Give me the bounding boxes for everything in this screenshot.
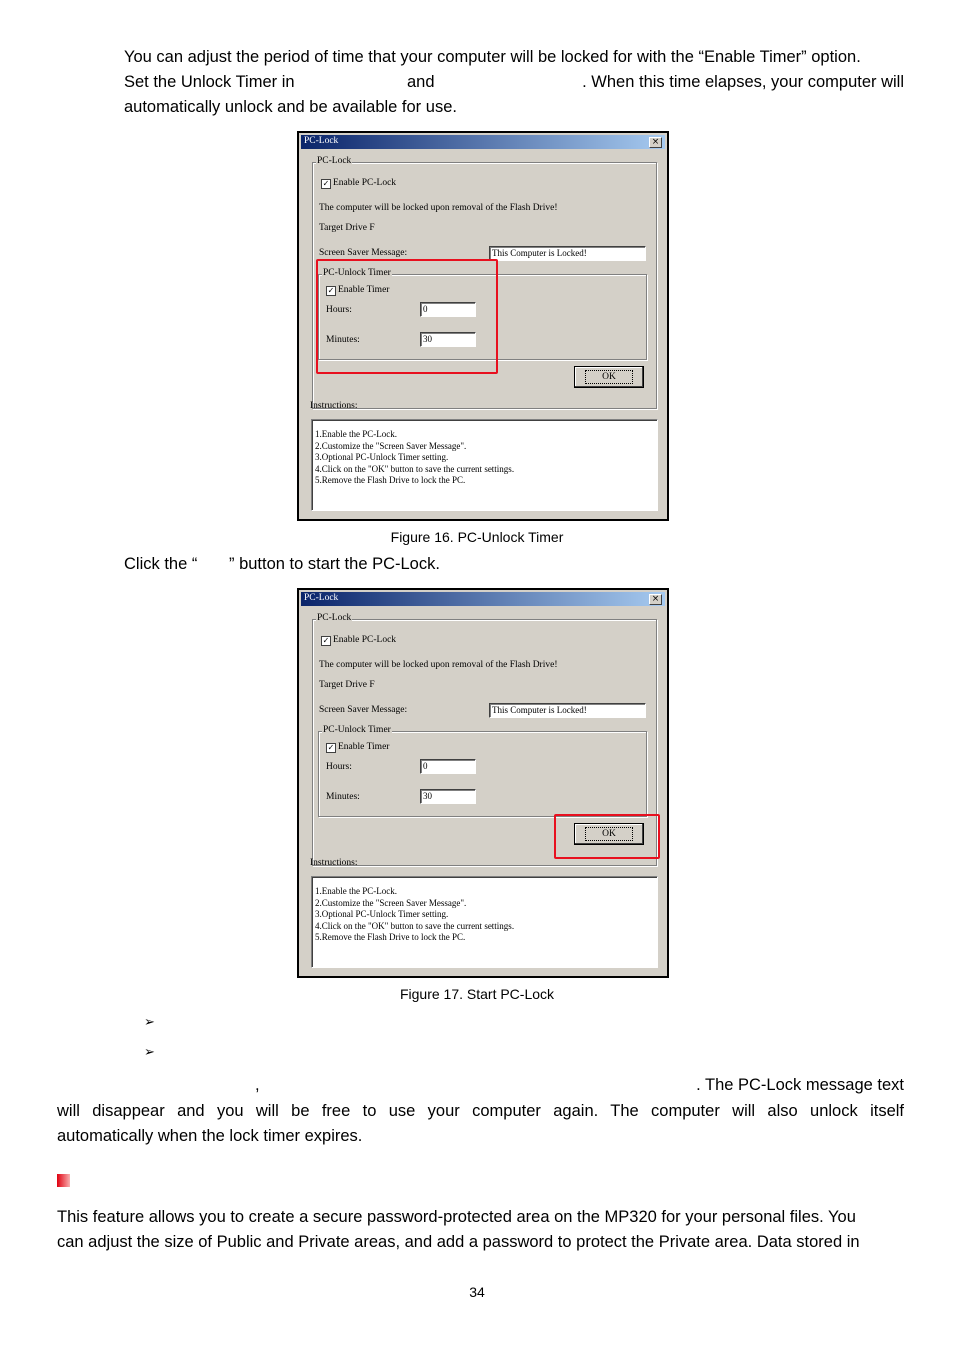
timer-group-label: PC-Unlock Timer: [323, 268, 391, 278]
screen-saver-label: Screen Saver Message:: [319, 248, 408, 258]
pclock-group-label: PC-Lock: [317, 156, 352, 166]
pclock-group-label: PC-Lock: [317, 613, 352, 623]
hours-label: Hours:: [326, 305, 352, 315]
pclock-dialog-fig16: [297, 131, 669, 521]
bullet-continuation-line-1: [57, 1073, 904, 1099]
timer-group-label: PC-Unlock Timer: [323, 725, 391, 735]
ok-button-label: OK: [585, 827, 633, 841]
minutes-input[interactable]: 30: [420, 789, 476, 804]
intro-line-2-end: . When this time elapses, your computer will: [582, 73, 904, 91]
close-icon[interactable]: ×: [649, 594, 662, 605]
ok-button[interactable]: [574, 366, 644, 388]
instruction-line: 3.Optional PC-Unlock Timer setting.: [315, 909, 449, 919]
minutes-label: Minutes:: [326, 792, 360, 802]
dialog-titlebar: [301, 135, 665, 149]
enable-pclock-label: Enable PC-Lock: [333, 178, 397, 188]
pclock-dialog-fig17: [297, 588, 669, 978]
locked-note: The computer will be locked upon removal of the Flash Drive!: [319, 660, 558, 670]
section-bullet-icon: [57, 1174, 70, 1187]
instruction-line: 5.Remove the Flash Drive to lock the PC.: [315, 932, 466, 942]
enable-pclock-checkbox[interactable]: ✓: [322, 636, 330, 645]
minutes-input[interactable]: 30: [420, 332, 476, 347]
click-text-start: Click the “: [124, 555, 198, 573]
instruction-line: 4.Click on the "OK" button to save the current settings.: [315, 463, 515, 474]
enable-timer-checkbox[interactable]: ✓: [327, 286, 335, 295]
target-drive: Target Drive F: [319, 223, 375, 233]
bullet-continuation-line-3: automatically when the lock timer expires.: [57, 1127, 363, 1145]
instructions-label: Instructions:: [310, 858, 358, 868]
ok-highlight: [554, 814, 660, 859]
click-text-end: ” button to start the PC-Lock.: [229, 555, 440, 573]
intro-line-2: [124, 70, 904, 96]
enable-timer-label: Enable Timer: [338, 285, 390, 295]
intro-line-2-and: and: [407, 73, 435, 91]
instruction-line: 3.Optional PC-Unlock Timer setting.: [315, 452, 449, 462]
instruction-line: 2.Customize the "Screen Saver Message".: [315, 440, 467, 451]
instruction-line: 1.Enable the PC-Lock.: [315, 886, 397, 896]
dialog-titlebar: [301, 592, 665, 606]
intro-line-1: You can adjust the period of time that your computer will be locked for with the “Enable Timer” option.: [124, 48, 861, 66]
figure16-caption: Figure 16. PC-Unlock Timer: [390, 529, 564, 545]
dialog-title: PC-Lock: [304, 593, 339, 603]
screen-saver-input[interactable]: This Computer is Locked!: [489, 246, 646, 261]
target-drive: Target Drive F: [319, 680, 375, 690]
hours-input[interactable]: 0: [420, 302, 476, 317]
enable-pclock-checkbox[interactable]: ✓: [322, 179, 330, 188]
bullet-comma: ,: [255, 1076, 260, 1094]
bullet-continuation-line-2: will disappear and you will be free to use your computer again. The computer will also unlock itself: [57, 1102, 904, 1120]
hours-input[interactable]: 0: [420, 759, 476, 774]
close-icon[interactable]: ×: [649, 137, 662, 148]
enable-timer-checkbox[interactable]: ✓: [327, 743, 335, 752]
bullet-line-end: . The PC-Lock message text: [696, 1076, 904, 1094]
section-line-2: can adjust the size of Public and Private areas, and add a password to protect the Private area. Data stored in: [57, 1233, 860, 1251]
instruction-line: 1.Enable the PC-Lock.: [315, 429, 397, 439]
section-line-1: This feature allows you to create a secure password-protected area on the MP320 for your personal files. You: [57, 1208, 856, 1226]
enable-pclock-label: Enable PC-Lock: [333, 635, 397, 645]
hours-label: Hours:: [326, 762, 352, 772]
figure17-caption: Figure 17. Start PC-Lock: [399, 986, 555, 1002]
instructions-box: [311, 419, 658, 511]
page-number: 34: [469, 1284, 485, 1300]
screen-saver-input[interactable]: This Computer is Locked!: [489, 703, 646, 718]
bullet-arrow-icon: ➢: [144, 1015, 155, 1030]
click-instruction: [124, 552, 524, 578]
intro-line-3: automatically unlock and be available for use.: [124, 98, 457, 116]
ok-button-label: OK: [585, 370, 633, 384]
instruction-line: 4.Click on the "OK" button to save the current settings.: [315, 920, 515, 931]
instructions-label: Instructions:: [310, 401, 358, 411]
enable-timer-label: Enable Timer: [338, 742, 390, 752]
instruction-line: 5.Remove the Flash Drive to lock the PC.: [315, 475, 466, 485]
minutes-label: Minutes:: [326, 335, 360, 345]
bullet-arrow-icon: ➢: [144, 1045, 155, 1060]
instruction-line: 2.Customize the "Screen Saver Message".: [315, 897, 467, 908]
dialog-title: PC-Lock: [304, 136, 339, 146]
locked-note: The computer will be locked upon removal of the Flash Drive!: [319, 203, 558, 213]
instructions-box: [311, 876, 658, 968]
screen-saver-label: Screen Saver Message:: [319, 705, 408, 715]
intro-line-2-start: Set the Unlock Timer in: [124, 73, 295, 91]
timer-highlight: [316, 259, 498, 374]
